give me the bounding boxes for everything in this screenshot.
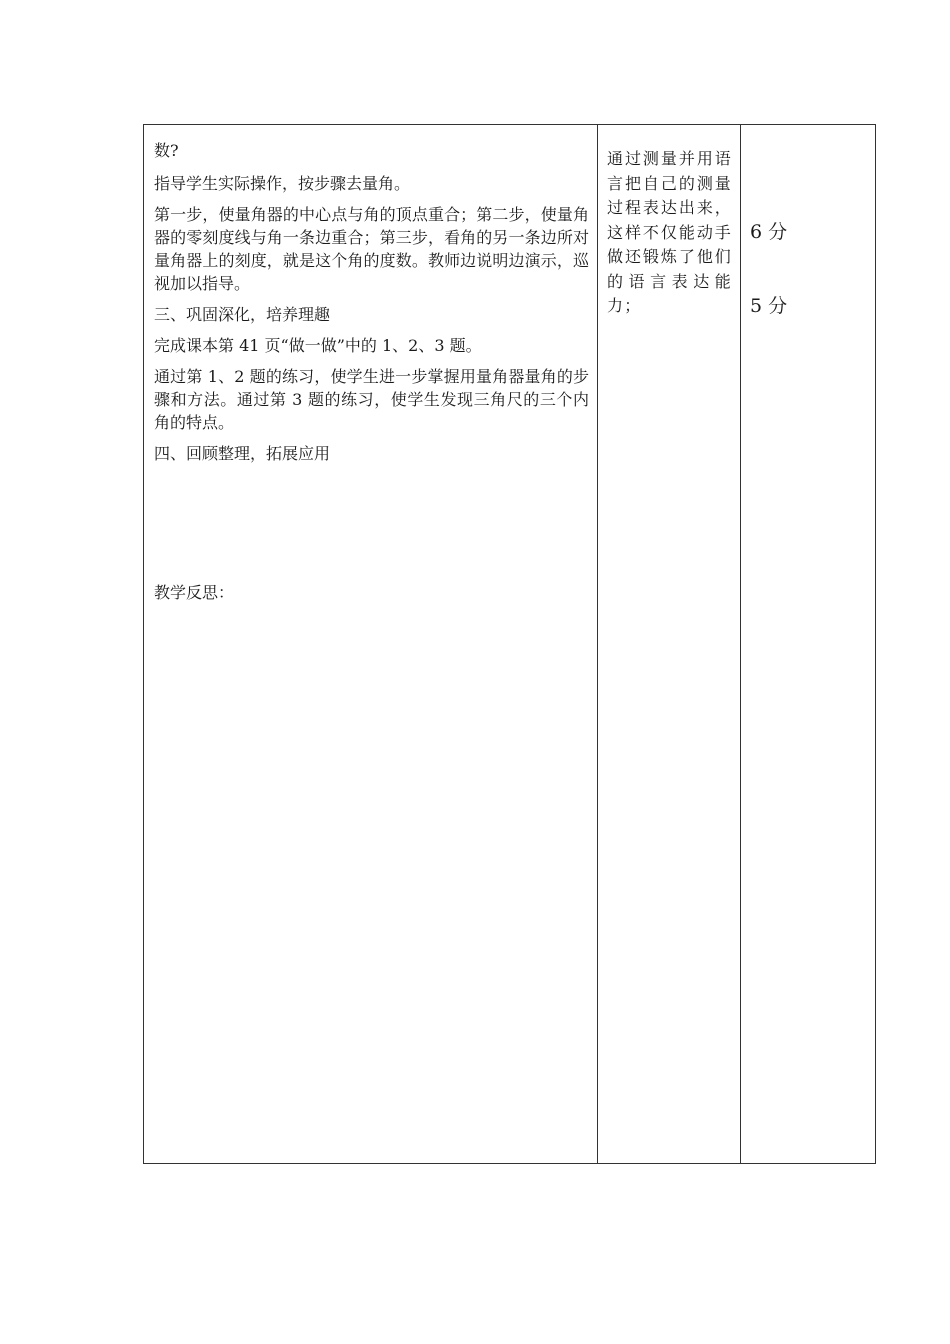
teaching-process-cell: [144, 125, 598, 1163]
time-value: 5 分: [750, 295, 788, 317]
section-heading: 四、回顾整理，拓展应用: [154, 444, 331, 463]
design-intent-text: 通过测量并用语言把自己的测量过程表达出来，这样不仅能动手做还锻炼了他们的语言表达能力；: [607, 149, 732, 315]
section-heading: 三、巩固深化，培养理趣: [154, 305, 331, 324]
process-paragraph: 数?: [154, 141, 179, 160]
process-paragraph: 完成课本第 41 页“做一做”中的 1、2、3 题。: [154, 336, 482, 355]
design-intent-cell: [598, 125, 741, 1163]
time-allocation-cell: [741, 125, 875, 1163]
time-value: 6 分: [750, 221, 788, 243]
process-paragraph: 通过第 1、2 题的练习，使学生进一步掌握用量角器量角的步骤和方法。通过第 3 题的练习，使学生发现三角尺的三个内角的特点。: [154, 367, 589, 432]
lesson-plan-table: [143, 124, 876, 1164]
reflection-label: 教学反思：: [154, 583, 235, 602]
process-paragraph: 指导学生实际操作，按步骤去量角。: [154, 174, 411, 193]
process-paragraph: 第一步，使量角器的中心点与角的顶点重合；第二步，使量角器的零刻度线与角一条边重合；第三步，看角的另一条边所对量角器上的刻度，就是这个角的度数。教师边说明边演示，巡视加以指导。: [154, 205, 589, 293]
